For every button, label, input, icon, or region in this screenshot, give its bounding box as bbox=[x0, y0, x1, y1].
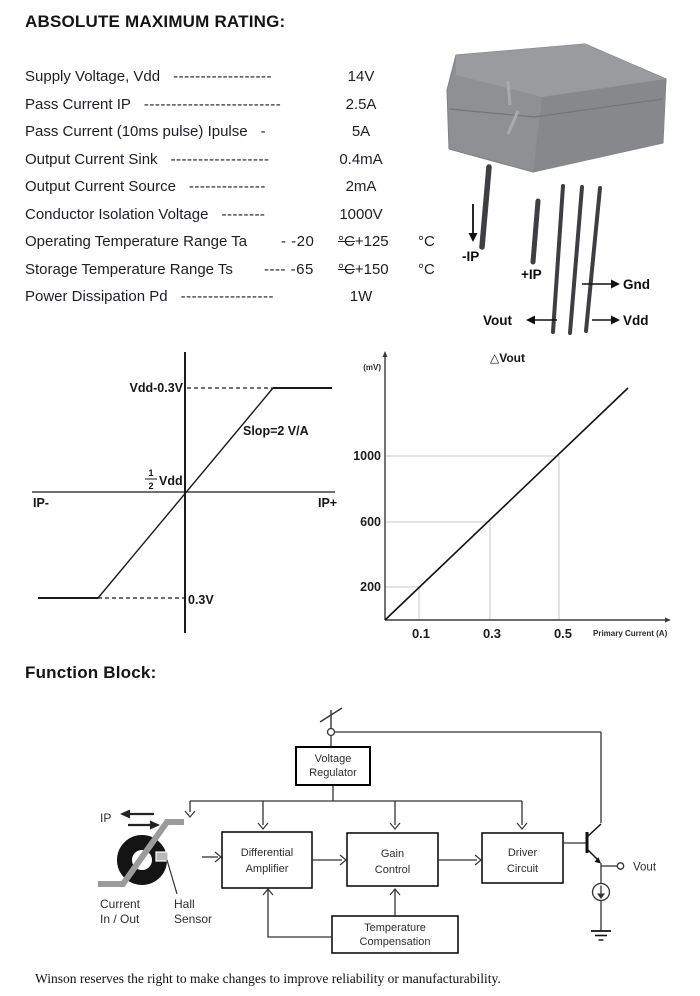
rating-dashes: ------------------ bbox=[170, 151, 270, 168]
rating-range-low: - -20 bbox=[281, 233, 315, 250]
pin-label-vout: Vout bbox=[483, 313, 512, 328]
ip-left-arrowhead-icon bbox=[120, 810, 130, 819]
axes bbox=[32, 352, 338, 633]
unit-struck: °C bbox=[338, 233, 355, 250]
page-title: ABSOLUTE MAXIMUM RATING: bbox=[25, 12, 286, 31]
function-block-diagram bbox=[90, 695, 700, 965]
neg-ip-arrowhead-icon bbox=[469, 233, 478, 242]
rating-label: Output Current Sink bbox=[25, 151, 158, 168]
xtick-0.3: 0.3 bbox=[482, 626, 502, 641]
blocks bbox=[222, 747, 563, 953]
xtick-0.1: 0.1 bbox=[411, 626, 431, 641]
gain-control-label: Control bbox=[374, 864, 411, 876]
rating-label: Output Current Source bbox=[25, 178, 176, 195]
rating-range-high bbox=[338, 233, 389, 250]
rating-value: 0.4mA bbox=[339, 151, 383, 168]
hall-sensor-chip bbox=[156, 852, 168, 861]
vout-label: Vout bbox=[633, 861, 657, 874]
low-sat-label: 0.3V bbox=[188, 593, 214, 607]
current-source-arrowhead-icon bbox=[597, 894, 605, 900]
rating-range-low: ---- -65 bbox=[264, 261, 314, 278]
half-denominator: 2 bbox=[148, 481, 154, 491]
package-notch-mark bbox=[508, 81, 510, 105]
npn-collector bbox=[587, 824, 601, 837]
pin-label-vdd: Vdd bbox=[623, 313, 649, 328]
ip-right-arrowhead-icon bbox=[150, 821, 160, 830]
high-value: +125 bbox=[354, 233, 389, 250]
gnd-arrowhead-icon bbox=[611, 280, 620, 289]
hall-sensor-pointer bbox=[167, 860, 177, 894]
rating-value: 5A bbox=[351, 123, 371, 140]
hall-sensor-label: Hall bbox=[174, 897, 195, 911]
rating-row bbox=[25, 151, 383, 171]
footer-disclaimer: Winson reserves the right to make changes to improve reliability or manufacturability. bbox=[35, 971, 501, 986]
rating-row bbox=[25, 206, 383, 226]
rating-label: Storage Temperature Range Ts bbox=[25, 261, 233, 278]
temperature-compensation-label: Temperature bbox=[364, 922, 426, 934]
pin-label-pos-ip: +IP bbox=[521, 267, 542, 282]
rating-row bbox=[25, 123, 371, 143]
vout-arrowhead-icon bbox=[526, 316, 535, 325]
sensor-package-body bbox=[447, 44, 666, 172]
ytick-200: 200 bbox=[360, 580, 381, 594]
pin-label-neg-ip: -IP bbox=[462, 249, 480, 264]
differential-amplifier-label: Amplifier bbox=[245, 863, 289, 875]
rating-value: 1000V bbox=[339, 206, 383, 223]
rating-row bbox=[25, 261, 435, 281]
graph-title: △Vout bbox=[490, 351, 525, 365]
rating-value: 1W bbox=[349, 288, 373, 305]
rating-dashes: - bbox=[260, 123, 267, 140]
function-block-title: Function Block: bbox=[25, 663, 157, 682]
half-vdd-label: Vdd bbox=[159, 474, 183, 488]
pin-vout bbox=[553, 186, 563, 332]
rating-dashes: -------------- bbox=[188, 178, 266, 195]
supply-node-icon bbox=[328, 729, 335, 736]
rating-value: 2.5A bbox=[345, 96, 377, 113]
temperature-compensation-label: Compensation bbox=[359, 936, 431, 948]
differential-amplifier-block bbox=[222, 832, 312, 888]
output-line bbox=[385, 388, 628, 620]
toroid-sensor bbox=[98, 810, 212, 927]
current-in-out-label: In / Out bbox=[100, 912, 140, 926]
slope-label: Slop=2 V/A bbox=[243, 424, 309, 438]
hall-sensor-label: Sensor bbox=[174, 912, 213, 926]
vdd-arrowhead-icon bbox=[611, 316, 620, 325]
vout-vs-current-graph bbox=[350, 340, 690, 650]
vdd-minus-label: Vdd-0.3V bbox=[129, 381, 183, 395]
rating-label: Pass Current IP bbox=[25, 96, 131, 113]
y-unit-label: (mV) bbox=[363, 363, 381, 372]
rating-value: 14V bbox=[347, 68, 375, 85]
output-stage bbox=[587, 824, 657, 940]
high-value: +150 bbox=[354, 261, 389, 278]
package-pins bbox=[482, 167, 600, 333]
driver-circuit-label: Circuit bbox=[506, 863, 539, 875]
pin-neg-ip bbox=[482, 167, 489, 247]
rating-label: Pass Current (10ms pulse) Ipulse bbox=[25, 123, 248, 140]
rating-unit: °C bbox=[418, 233, 435, 250]
rating-row bbox=[25, 233, 435, 253]
ytick-600: 600 bbox=[360, 515, 381, 529]
voltage-regulator-label: Regulator bbox=[309, 767, 357, 779]
rating-label: Supply Voltage, Vdd bbox=[25, 68, 161, 85]
rating-label: Power Dissipation Pd bbox=[25, 288, 168, 305]
rating-range-high bbox=[338, 261, 389, 278]
rating-dashes: ------------------ bbox=[173, 68, 273, 85]
rating-label: Conductor Isolation Voltage bbox=[25, 206, 209, 223]
y-axis-arrow-icon bbox=[383, 351, 388, 357]
rating-row bbox=[25, 288, 373, 308]
rating-unit: °C bbox=[418, 261, 435, 278]
ip-pos-label: IP+ bbox=[318, 496, 338, 510]
rating-row bbox=[25, 68, 375, 88]
ip-neg-label: IP- bbox=[33, 496, 49, 510]
differential-amplifier-label: Differential bbox=[240, 847, 294, 859]
driver-circuit-label: Driver bbox=[507, 847, 538, 859]
transfer-characteristic-graph bbox=[15, 345, 350, 650]
gain-control-label: Gain bbox=[380, 848, 405, 860]
half-numerator: 1 bbox=[148, 468, 154, 478]
rating-dashes: ------------------------- bbox=[143, 96, 282, 113]
rating-value: 2mA bbox=[345, 178, 377, 195]
pin-gnd bbox=[570, 187, 582, 333]
tc-to-diffamp-wire bbox=[268, 890, 332, 937]
xtick-0.5: 0.5 bbox=[553, 626, 573, 641]
x-axis-arrow-icon bbox=[665, 618, 671, 623]
pin-pos-ip bbox=[533, 201, 538, 262]
pin-vdd bbox=[586, 188, 600, 331]
vout-terminal-icon bbox=[617, 863, 623, 869]
rating-row bbox=[25, 96, 377, 116]
ytick-1000: 1000 bbox=[353, 449, 381, 463]
current-in-out-label: Current bbox=[100, 897, 141, 911]
rating-label: Operating Temperature Range Ta bbox=[25, 233, 248, 250]
rating-dashes: -------- bbox=[221, 206, 266, 223]
unit-struck: °C bbox=[338, 261, 355, 278]
voltage-regulator-label: Voltage bbox=[314, 753, 352, 765]
ip-label: IP bbox=[100, 811, 112, 825]
supply-rail bbox=[185, 708, 601, 829]
pin-label-gnd: Gnd bbox=[623, 277, 650, 292]
package-photo bbox=[430, 35, 700, 340]
rating-row bbox=[25, 178, 377, 198]
x-axis-label: Primary Current (A) bbox=[593, 629, 668, 638]
rating-dashes: ----------------- bbox=[180, 288, 274, 305]
